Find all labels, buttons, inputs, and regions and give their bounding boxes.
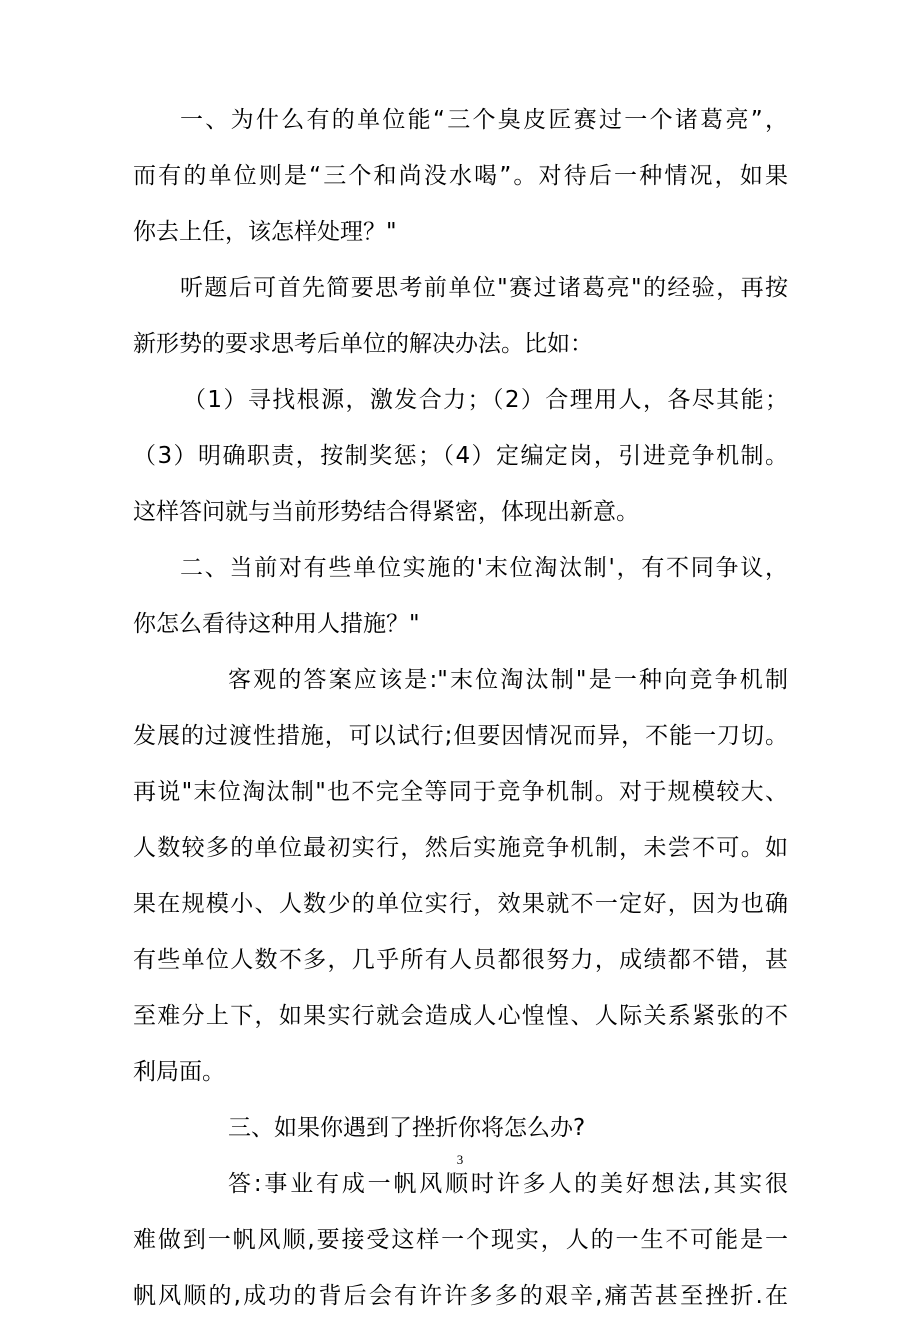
text-line: 新形势的要求思考后单位的解决办法。比如： (133, 331, 593, 357)
text-line: （3）明确职责，按制奖惩；（4）定编定岗，引进竞争机制。 (133, 443, 788, 469)
paragraph (133, 92, 788, 260)
text-line: 果在规模小、人数少的单位实行，效果就不一定好，因为也确 (133, 891, 788, 917)
text-line: 答:事业有成一帆风顺时许多人的美好想法,其实很 (228, 1171, 788, 1197)
text-line: 而有的单位则是“三个和尚没水喝”。对待后一种情况，如果 (133, 163, 788, 189)
text-line: 利局面。 (133, 1059, 225, 1085)
text-line: 这样答问就与当前形势结合得紧密，体现出新意。 (133, 499, 639, 525)
page-number: 3 (456, 1152, 464, 1167)
paragraph (133, 372, 788, 540)
text-line: 你怎么看待这种用人措施？" (133, 611, 420, 637)
text-line: 至难分上下，如果实行就会造成人心惶惶、人际关系紧张的不 (133, 1003, 788, 1029)
paragraph (133, 260, 788, 372)
text-line: 一、为什么有的单位能“三个臭皮匠赛过一个诸葛亮”， (180, 107, 788, 133)
text-line: 再说"末位淘汰制"也不完全等同于竞争机制。对于规模较大、 (133, 779, 788, 805)
text-line: 难做到一帆风顺,要接受这样一个现实，人的一生不可能是一 (133, 1227, 788, 1253)
text-line: （1）寻找根源，激发合力；（2）合理用人，各尽其能； (183, 387, 788, 413)
text-line: 二、当前对有些单位实施的'末位淘汰制'，有不同争议， (180, 555, 788, 581)
text-line: 你去上任，该怎样处理？" (133, 219, 397, 245)
text-line: 有些单位人数不多，几乎所有人员都很努力，成绩都不错，甚 (133, 947, 788, 973)
paragraph (133, 1100, 788, 1156)
text-line: 客观的答案应该是:"末位淘汰制"是一种向竞争机制 (228, 667, 788, 693)
text-line: 听题后可首先简要思考前单位"赛过诸葛亮"的经验，再按 (180, 275, 788, 301)
text-line: 三、如果你遇到了挫折你将怎么办? (228, 1115, 586, 1141)
text-line: 帆风顺的,成功的背后会有许许多多的艰辛,痛苦甚至挫折.在 (133, 1283, 788, 1309)
text-line: 发展的过渡性措施，可以试行;但要因情况而异，不能一刀切。 (133, 723, 788, 749)
text-line: 人数较多的单位最初实行，然后实施竞争机制，未尝不可。如 (133, 835, 788, 861)
paragraph (133, 652, 788, 1100)
document-body (133, 92, 788, 1324)
paragraph (133, 1156, 788, 1324)
paragraph (133, 540, 788, 652)
